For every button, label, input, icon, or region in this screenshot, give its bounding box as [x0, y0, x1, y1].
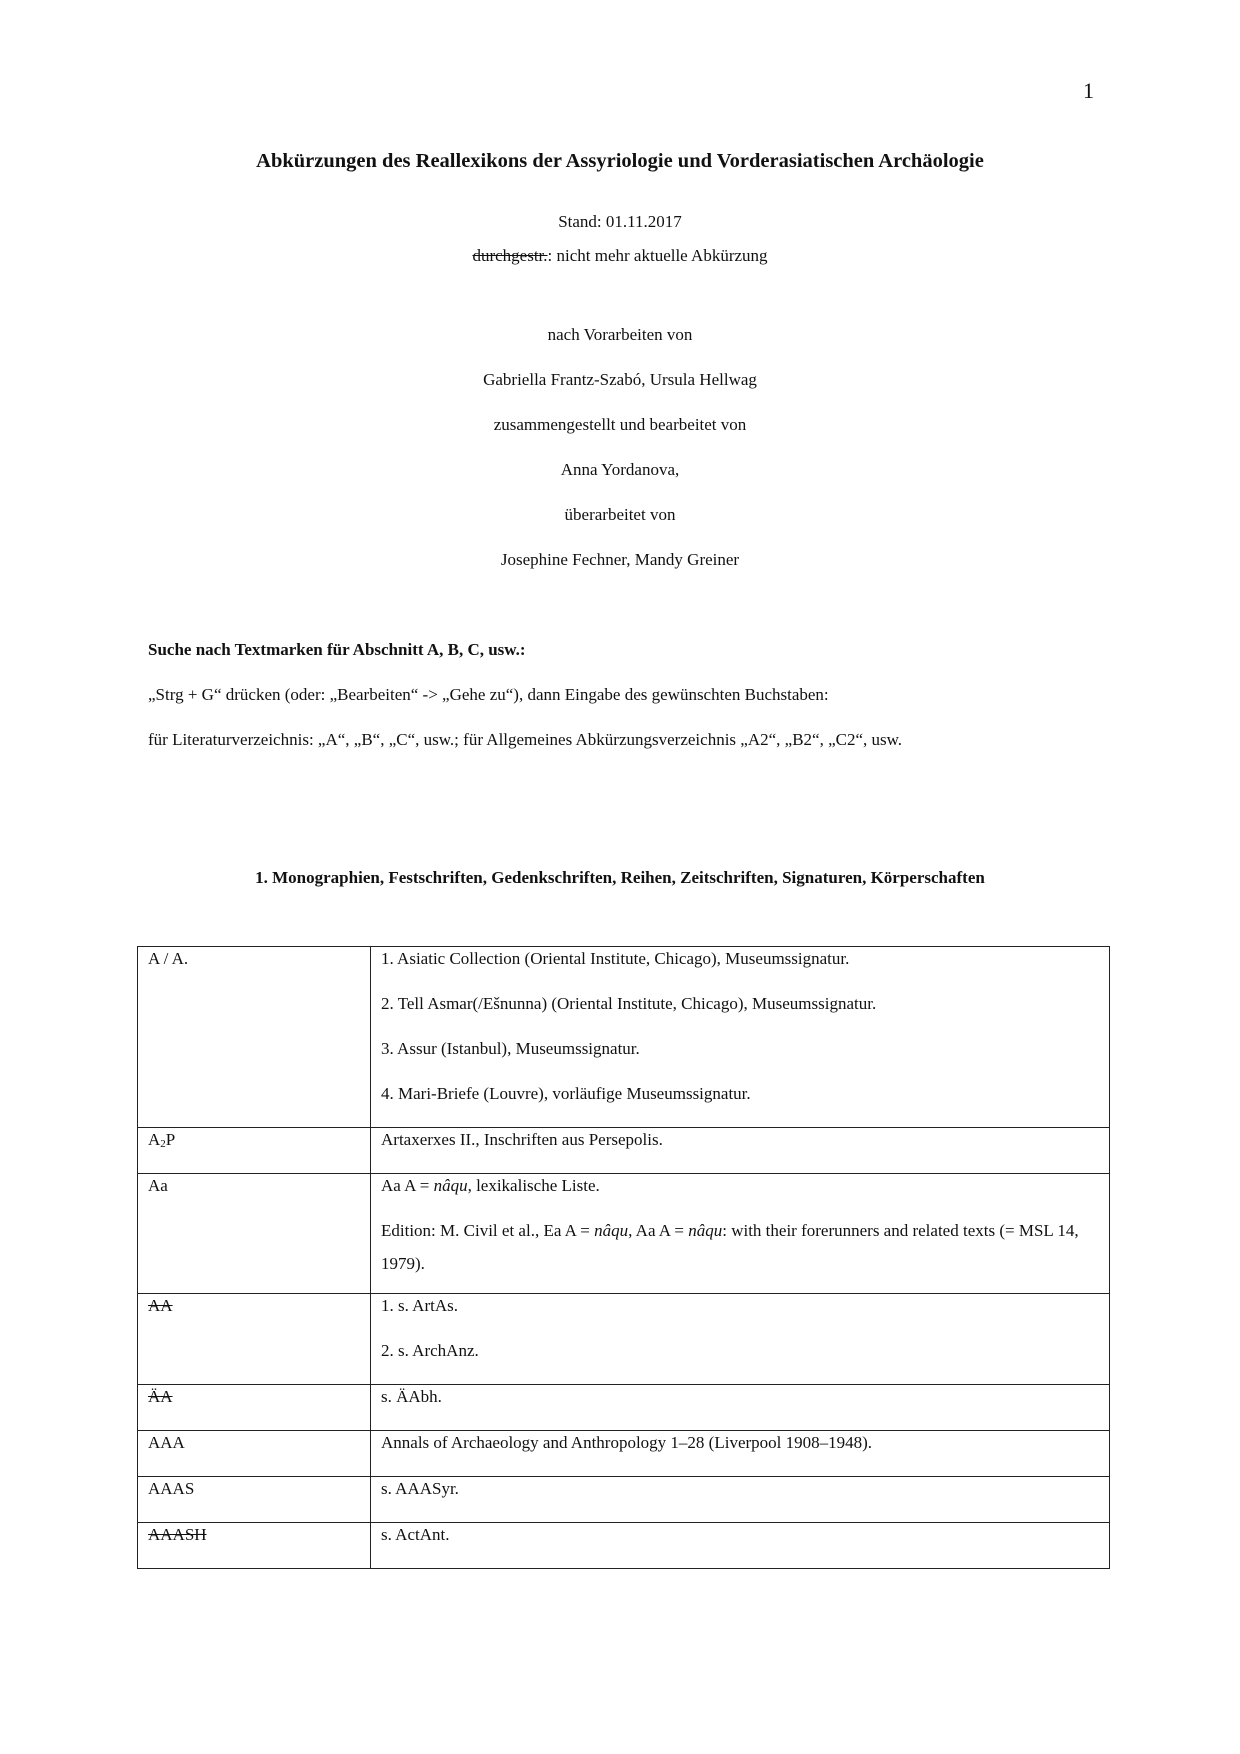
- abbreviation-text: ÄA: [148, 1387, 173, 1406]
- abbreviation-cell: [138, 947, 371, 1128]
- abbreviation-text: AAAS: [148, 1479, 195, 1498]
- table-row: [138, 1128, 1110, 1174]
- legend-line: [0, 246, 1240, 266]
- definition-line: s. ÄAbh.: [381, 1387, 442, 1406]
- table-row: [138, 1294, 1110, 1385]
- definition-line: 2. Tell Asmar(/Ešnunna) (Oriental Institute, Chicago), Museumssignatur.: [381, 994, 877, 1013]
- definition-line: 1. s. ArtAs.: [381, 1296, 458, 1315]
- table-row: [138, 947, 1110, 1128]
- legend-explanation: : nicht mehr aktuelle Abkürzung: [547, 246, 768, 265]
- definition-cell: [371, 1431, 1110, 1477]
- definition-line: Edition: M. Civil et al., Ea A = nâqu, Aa A = nâqu: with their forerunners and related texts (= MSL 14, 1979).: [381, 1221, 1079, 1273]
- section-heading: 1. Monographien, Festschriften, Gedenkschriften, Reihen, Zeitschriften, Signaturen, Körperschaften: [255, 868, 985, 887]
- credit-line: nach Vorarbeiten von: [547, 325, 693, 344]
- abbreviation-cell: [138, 1477, 371, 1523]
- definition-cell: [371, 1385, 1110, 1431]
- table-row: [138, 1523, 1110, 1569]
- definition-cell: [371, 1174, 1110, 1294]
- definition-line: 1. Asiatic Collection (Oriental Institute, Chicago), Museumssignatur.: [381, 949, 850, 968]
- abbreviation-text: AAA: [148, 1433, 185, 1452]
- definition-cell: [371, 1128, 1110, 1174]
- credit-line: überarbeitet von: [564, 505, 676, 524]
- page-number: 1: [1083, 78, 1094, 103]
- credit-line: Gabriella Frantz-Szabó, Ursula Hellwag: [483, 370, 757, 389]
- abbreviation-text: AAASH: [148, 1525, 207, 1544]
- credit-line: zusammengestellt und bearbeitet von: [493, 415, 747, 434]
- abbreviation-cell: [138, 1174, 371, 1294]
- abbreviation-cell: [138, 1128, 371, 1174]
- table-row: [138, 1431, 1110, 1477]
- definition-cell: [371, 1477, 1110, 1523]
- definition-line: 4. Mari-Briefe (Louvre), vorläufige Museumssignatur.: [381, 1084, 751, 1103]
- abbreviation-text: A / A.: [148, 949, 189, 968]
- abbreviation-cell: [138, 1294, 371, 1385]
- abbreviation-cell: [138, 1523, 371, 1569]
- document-title: Abkürzungen des Reallexikons der Assyriologie und Vorderasiatischen Archäologie: [256, 150, 984, 172]
- credit-line: Anna Yordanova,: [560, 460, 680, 479]
- definition-line: 2. s. ArchAnz.: [381, 1341, 479, 1360]
- search-heading: Suche nach Textmarken für Abschnitt A, B, C, usw.:: [148, 640, 526, 659]
- abbreviation-table: [137, 946, 1110, 1569]
- definition-cell: [371, 1294, 1110, 1385]
- definition-line: 3. Assur (Istanbul), Museumssignatur.: [381, 1039, 640, 1058]
- abbreviation-cell: [138, 1431, 371, 1477]
- table-row: [138, 1477, 1110, 1523]
- definition-line: Annals of Archaeology and Anthropology 1–28 (Liverpool 1908–1948).: [381, 1433, 873, 1452]
- definition-line: Artaxerxes II., Inschriften aus Persepolis.: [381, 1130, 663, 1149]
- abbreviation-text: AA: [148, 1296, 173, 1315]
- abbreviation-text: $A_2P$: [148, 1130, 176, 1150]
- definition-line: s. ActAnt.: [381, 1525, 450, 1544]
- legend-struck-example: durchgestr.: [472, 246, 548, 265]
- definition-line: s. AAASyr.: [381, 1479, 459, 1498]
- definition-cell: [371, 1523, 1110, 1569]
- credit-line: Josephine Fechner, Mandy Greiner: [500, 550, 740, 569]
- table-row: [138, 1174, 1110, 1294]
- search-instruction: „Strg + G“ drücken (oder: „Bearbeiten“ -> „Gehe zu“), dann Eingabe des gewünschten Buchstaben:: [148, 685, 829, 704]
- abbreviation-text: Aa: [148, 1176, 168, 1195]
- table-row: [138, 1385, 1110, 1431]
- abbreviation-cell: [138, 1385, 371, 1431]
- definition-cell: [371, 947, 1110, 1128]
- stand-date: Stand: 01.11.2017: [558, 212, 682, 231]
- search-bookmark-info: für Literaturverzeichnis: „A“, „B“, „C“, usw.; für Allgemeines Abkürzungsverzeichnis „A2“, „B2“, „C2“, usw.: [148, 730, 903, 749]
- definition-line: Aa A = nâqu, lexikalische Liste.: [381, 1176, 600, 1195]
